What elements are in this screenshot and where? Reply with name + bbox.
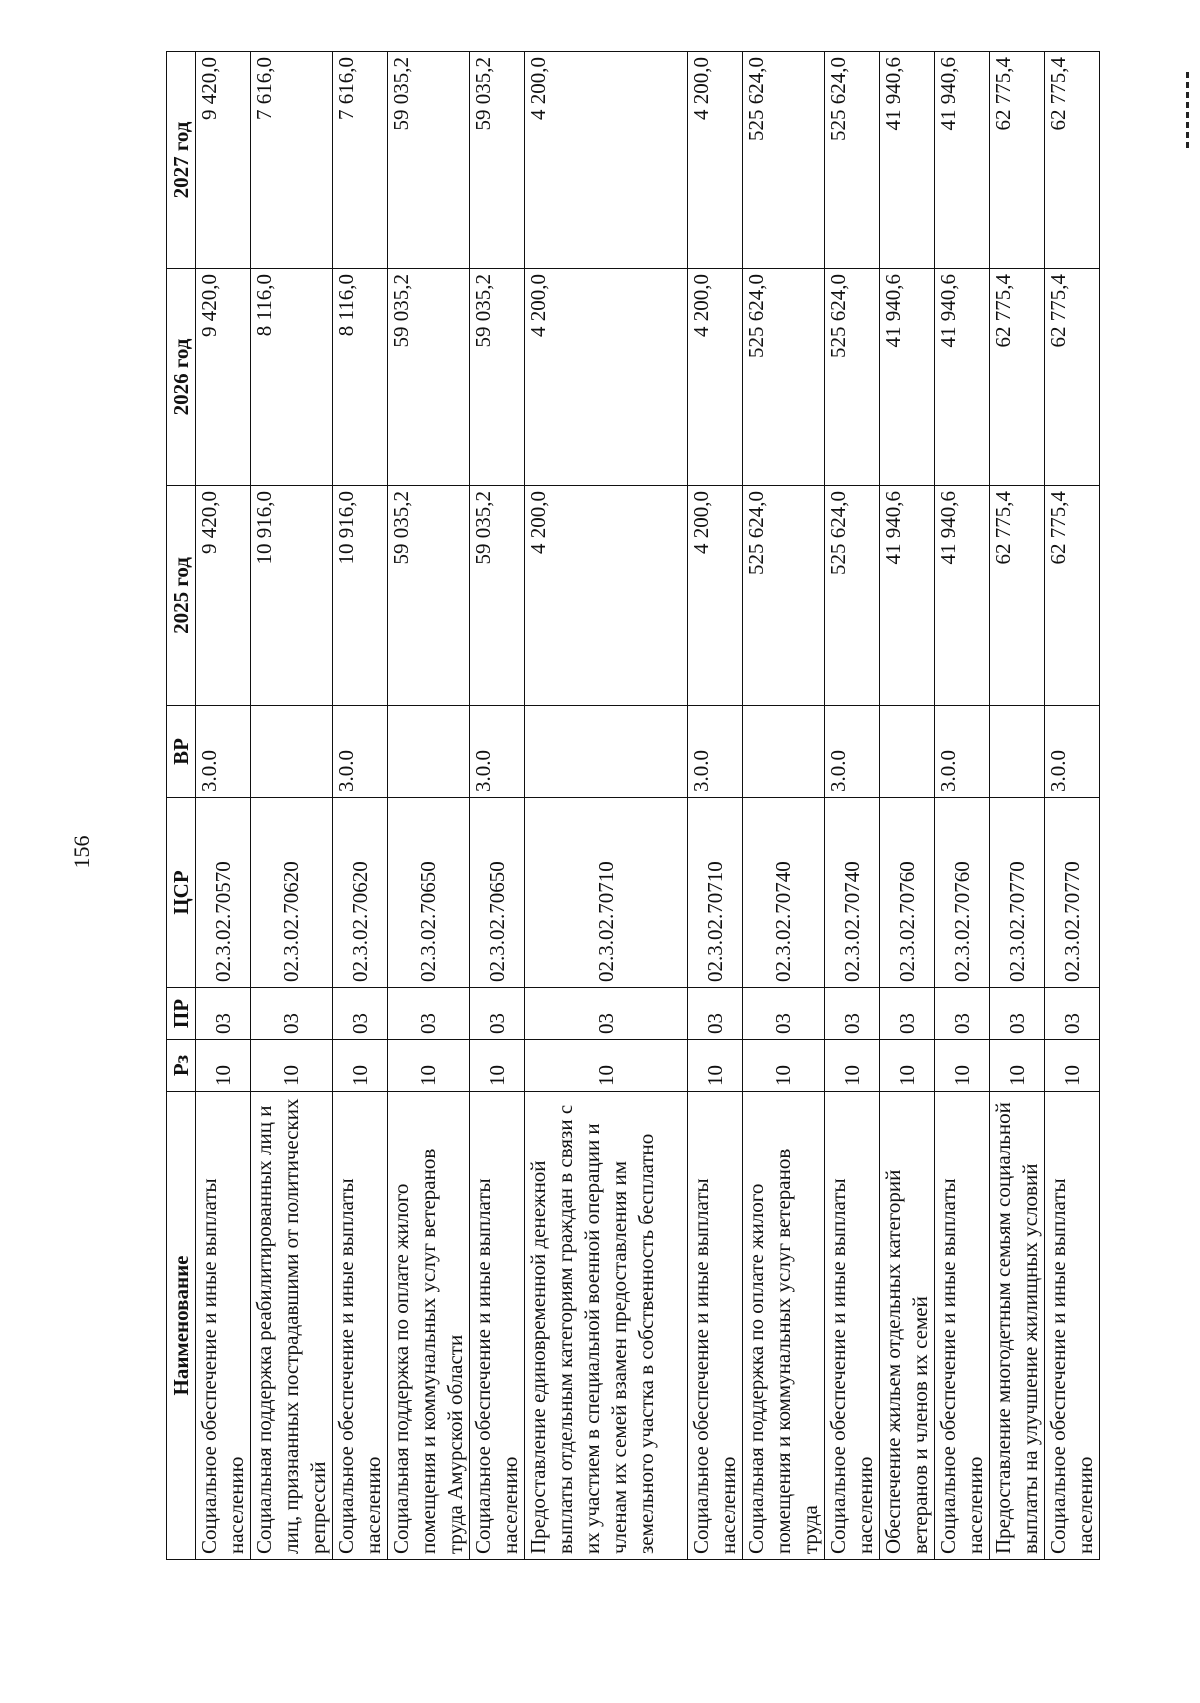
row-name: Социальное обеспечение и иные выплаты населению	[333, 1092, 388, 1560]
row-pr: 03	[743, 988, 825, 1040]
header-pr: ПР	[167, 988, 196, 1040]
row-2025: 41 940,6	[880, 486, 935, 706]
table-row	[880, 52, 935, 1560]
row-2026: 59 035,2	[470, 269, 525, 486]
header-name: Наименование	[167, 1092, 196, 1560]
row-2027: 62 775,4	[1045, 52, 1100, 269]
row-name: Социальное обеспечение и иные выплаты населению	[196, 1092, 251, 1560]
row-name: Социальная поддержка по оплате жилого помещения и коммунальных услуг ветеранов труда	[743, 1092, 825, 1560]
row-rz: 10	[525, 1040, 688, 1092]
table-row	[470, 52, 525, 1560]
row-2027: 4 200,0	[525, 52, 688, 269]
budget-table	[166, 51, 1100, 1560]
row-vr	[880, 706, 935, 798]
rotated-table-container	[166, 52, 1097, 1560]
row-rz: 10	[251, 1040, 333, 1092]
row-csr: 02.3.02.70710	[525, 798, 688, 988]
row-name: Обеспечение жильем отдельных категорий ветеранов и членов их семей	[880, 1092, 935, 1560]
row-2025: 62 775,4	[1045, 486, 1100, 706]
row-2025: 9 420,0	[196, 486, 251, 706]
row-vr: 3.0.0	[333, 706, 388, 798]
row-2027: 62 775,4	[990, 52, 1045, 269]
header-vr: ВР	[167, 706, 196, 798]
row-name: Социальная поддержка по оплате жилого помещения и коммунальных услуг ветеранов труда Амурской области	[388, 1092, 470, 1560]
table-row	[990, 52, 1045, 1560]
row-rz: 10	[470, 1040, 525, 1092]
table-row	[388, 52, 470, 1560]
table-row	[251, 52, 333, 1560]
row-2025: 525 624,0	[825, 486, 880, 706]
row-2027: 59 035,2	[388, 52, 470, 269]
table-row	[196, 52, 251, 1560]
row-pr: 03	[935, 988, 990, 1040]
row-csr: 02.3.02.70650	[470, 798, 525, 988]
row-2026: 4 200,0	[688, 269, 743, 486]
row-name: Предоставление многодетным семьям социальной выплаты на улучшение жилищных условий	[990, 1092, 1045, 1560]
row-2026: 41 940,6	[935, 269, 990, 486]
row-pr: 03	[1045, 988, 1100, 1040]
row-rz: 10	[388, 1040, 470, 1092]
row-2025: 62 775,4	[990, 486, 1045, 706]
page-number: 156	[69, 835, 94, 869]
row-vr	[251, 706, 333, 798]
row-2027: 41 940,6	[935, 52, 990, 269]
row-rz: 10	[935, 1040, 990, 1092]
row-name: Предоставление единовременной денежной выплаты отдельным категориям граждан в связи с их участием в специальной военной операции и членам их семей взамен предоставления им земельного участка в собственность бесплатно	[525, 1092, 688, 1560]
row-csr: 02.3.02.70710	[688, 798, 743, 988]
row-csr: 02.3.02.70770	[1045, 798, 1100, 988]
row-pr: 03	[825, 988, 880, 1040]
header-rz: Рз	[167, 1040, 196, 1092]
row-pr: 03	[470, 988, 525, 1040]
row-2026: 525 624,0	[825, 269, 880, 486]
row-name: Социальное обеспечение и иные выплаты населению	[1045, 1092, 1100, 1560]
table-row	[743, 52, 825, 1560]
row-name: Социальное обеспечение и иные выплаты населению	[935, 1092, 990, 1560]
row-2025: 10 916,0	[333, 486, 388, 706]
table-row	[688, 52, 743, 1560]
row-2027: 7 616,0	[333, 52, 388, 269]
row-2027: 41 940,6	[880, 52, 935, 269]
row-csr: 02.3.02.70760	[935, 798, 990, 988]
row-rz: 10	[688, 1040, 743, 1092]
row-2026: 62 775,4	[1045, 269, 1100, 486]
table-header-row	[167, 52, 196, 1560]
header-2025: 2025 год	[167, 486, 196, 706]
row-2027: 525 624,0	[743, 52, 825, 269]
table-row	[525, 52, 688, 1560]
row-pr: 03	[333, 988, 388, 1040]
row-csr: 02.3.02.70740	[743, 798, 825, 988]
row-2026: 59 035,2	[388, 269, 470, 486]
row-vr	[743, 706, 825, 798]
header-2026: 2026 год	[167, 269, 196, 486]
row-csr: 02.3.02.70620	[333, 798, 388, 988]
margin-stamp-mark	[1186, 72, 1189, 150]
row-csr: 02.3.02.70570	[196, 798, 251, 988]
row-vr: 3.0.0	[1045, 706, 1100, 798]
row-vr: 3.0.0	[688, 706, 743, 798]
row-2027: 9 420,0	[196, 52, 251, 269]
row-2027: 7 616,0	[251, 52, 333, 269]
row-pr: 03	[990, 988, 1045, 1040]
table-row	[935, 52, 990, 1560]
row-rz: 10	[1045, 1040, 1100, 1092]
row-2025: 59 035,2	[470, 486, 525, 706]
table-row	[1045, 52, 1100, 1560]
table-row	[825, 52, 880, 1560]
row-2025: 4 200,0	[525, 486, 688, 706]
row-rz: 10	[333, 1040, 388, 1092]
row-vr: 3.0.0	[935, 706, 990, 798]
row-2025: 41 940,6	[935, 486, 990, 706]
row-2025: 59 035,2	[388, 486, 470, 706]
row-rz: 10	[990, 1040, 1045, 1092]
row-pr: 03	[688, 988, 743, 1040]
row-vr: 3.0.0	[196, 706, 251, 798]
row-rz: 10	[825, 1040, 880, 1092]
header-csr: ЦСР	[167, 798, 196, 988]
row-vr	[525, 706, 688, 798]
row-2027: 525 624,0	[825, 52, 880, 269]
row-pr: 03	[525, 988, 688, 1040]
row-2025: 10 916,0	[251, 486, 333, 706]
row-pr: 03	[880, 988, 935, 1040]
row-2025: 525 624,0	[743, 486, 825, 706]
row-2027: 59 035,2	[470, 52, 525, 269]
row-rz: 10	[880, 1040, 935, 1092]
row-csr: 02.3.02.70760	[880, 798, 935, 988]
table-row	[333, 52, 388, 1560]
row-pr: 03	[196, 988, 251, 1040]
row-csr: 02.3.02.70650	[388, 798, 470, 988]
row-csr: 02.3.02.70740	[825, 798, 880, 988]
row-name: Социальное обеспечение и иные выплаты населению	[825, 1092, 880, 1560]
row-2027: 4 200,0	[688, 52, 743, 269]
row-vr	[388, 706, 470, 798]
row-2026: 4 200,0	[525, 269, 688, 486]
row-csr: 02.3.02.70770	[990, 798, 1045, 988]
header-2027: 2027 год	[167, 52, 196, 269]
row-name: Социальное обеспечение и иные выплаты населению	[470, 1092, 525, 1560]
row-2026: 62 775,4	[990, 269, 1045, 486]
row-vr: 3.0.0	[825, 706, 880, 798]
row-name: Социальное обеспечение и иные выплаты населению	[688, 1092, 743, 1560]
row-2026: 8 116,0	[251, 269, 333, 486]
row-pr: 03	[251, 988, 333, 1040]
row-vr: 3.0.0	[470, 706, 525, 798]
row-2026: 9 420,0	[196, 269, 251, 486]
row-2026: 8 116,0	[333, 269, 388, 486]
row-2025: 4 200,0	[688, 486, 743, 706]
row-2026: 525 624,0	[743, 269, 825, 486]
row-pr: 03	[388, 988, 470, 1040]
row-rz: 10	[196, 1040, 251, 1092]
row-name: Социальная поддержка реабилитированных лиц и лиц, признанных пострадавшими от политических репрессий	[251, 1092, 333, 1560]
row-csr: 02.3.02.70620	[251, 798, 333, 988]
row-rz: 10	[743, 1040, 825, 1092]
row-vr	[990, 706, 1045, 798]
row-2026: 41 940,6	[880, 269, 935, 486]
